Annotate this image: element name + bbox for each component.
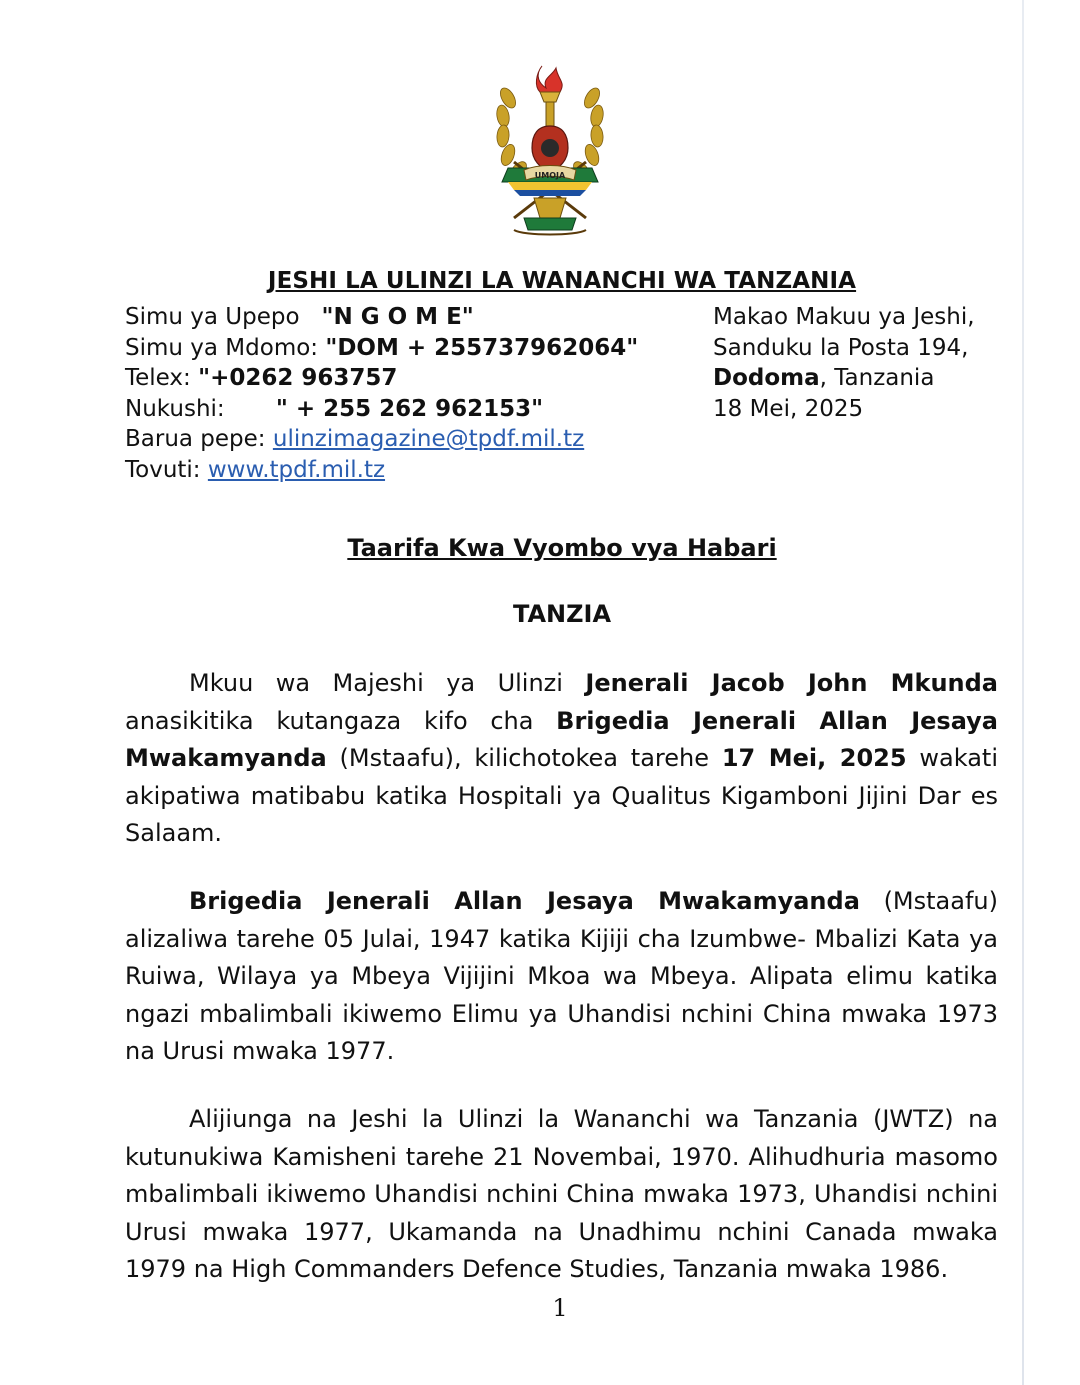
- fax-value: " + 255 262 962153": [275, 395, 544, 422]
- paragraph-1-bold-2: Brigedia Jenerali Allan Jesaya Mwakamyanda: [125, 706, 998, 772]
- contact-block: [125, 302, 638, 485]
- address-city: Dodoma: [713, 365, 820, 391]
- website-line: [125, 455, 638, 486]
- fax-label: Nukushi:: [125, 395, 225, 422]
- paragraph-2: [125, 883, 998, 1071]
- email-line: [125, 424, 638, 455]
- paragraph-1-bold-1: Jenerali Jacob John Mkunda: [585, 669, 998, 697]
- paragraph-3-text-1: Alijiunga na Jeshi la Ulinzi la Wananchi wa Tanzania (JWTZ) na kutunukiwa Kamisheni tarehe 21 Novembai, 1970. Alihudhuria masomo mbalimbali ikiwemo Uhandisi nchini China mwaka 1973, Uhandisi nchini Urusi mwaka 1977, Ukamanda na Unadhimu nchini Canada mwaka 1979 na High Commanders Defence Studies, Tanzania mwaka 1986.: [125, 1105, 998, 1283]
- phone-line: [125, 333, 638, 364]
- telex-label: Telex:: [125, 365, 191, 391]
- paragraph-1: [125, 665, 998, 853]
- address-line-1: Makao Makuu ya Jeshi,: [713, 304, 975, 330]
- address-city-line: [713, 363, 975, 394]
- organization-title: JESHI LA ULINZI LA WANANCHI WA TANZANIA: [267, 268, 857, 294]
- paragraph-1-text-3: (Mstaafu), kilichotokea tarehe: [326, 744, 722, 772]
- phone-label: Simu ya Mdomo:: [125, 334, 319, 361]
- paragraph-2-text-1: (Mstaafu) alizaliwa tarehe 05 Julai, 1947 katika Kijiji cha Izumbwe- Mbalizi Kata ya Ruiwa, Wilaya ya Mbeya Vijijini Mkoa wa Mbeya. Alipata elimu katika ngazi mbalimbali ikiwemo Elimu ya Uhandisi nchini China mwaka 1973 na Urusi mwaka 1977.: [125, 887, 998, 1065]
- radio-label: Simu ya Upepo: [125, 304, 300, 330]
- paragraph-1-text-1: Mkuu wa Majeshi ya Ulinzi: [189, 669, 586, 697]
- address-country: , Tanzania: [819, 365, 935, 391]
- paragraph-2-bold-1: Brigedia Jenerali Allan Jesaya Mwakamyanda: [189, 887, 860, 915]
- telex-line: [125, 363, 638, 394]
- radio-value: "N G O M E": [321, 304, 474, 330]
- tpdf-emblem-icon: [494, 58, 606, 240]
- page-number: 1: [552, 1294, 568, 1322]
- fax-line: [125, 394, 638, 425]
- paragraph-1-bold-3: 17 Mei, 2025: [721, 744, 907, 772]
- radio-line: [125, 302, 638, 333]
- scan-edge-line: [1022, 0, 1024, 1385]
- phone-value: "DOM + 255737962064": [325, 334, 639, 361]
- address-line-2: Sanduku la Posta 194,: [713, 334, 969, 361]
- paragraph-1-text-2: anasikitika kutangaza kifo cha: [125, 706, 557, 735]
- website-label: Tovuti:: [125, 456, 201, 483]
- email-label: Barua pepe:: [125, 426, 266, 452]
- letter-date: 18 Mei, 2025: [713, 395, 864, 422]
- document-heading: TANZIA: [512, 600, 612, 628]
- address-block: [713, 302, 975, 424]
- website-link[interactable]: www.tpdf.mil.tz: [207, 456, 386, 483]
- paragraph-1-text-4: wakati akipatiwa matibabu katika Hospitali ya Qualitus Kigamboni Jijini Dar es Salaam.: [125, 744, 998, 847]
- document-type: Taarifa Kwa Vyombo vya Habari: [347, 534, 777, 562]
- telex-value: "+0262 963757: [198, 365, 398, 391]
- paragraph-3: [125, 1101, 998, 1289]
- svg-text:UMOJA: UMOJA: [534, 171, 566, 180]
- email-link[interactable]: ulinzimagazine@tpdf.mil.tz: [272, 426, 585, 452]
